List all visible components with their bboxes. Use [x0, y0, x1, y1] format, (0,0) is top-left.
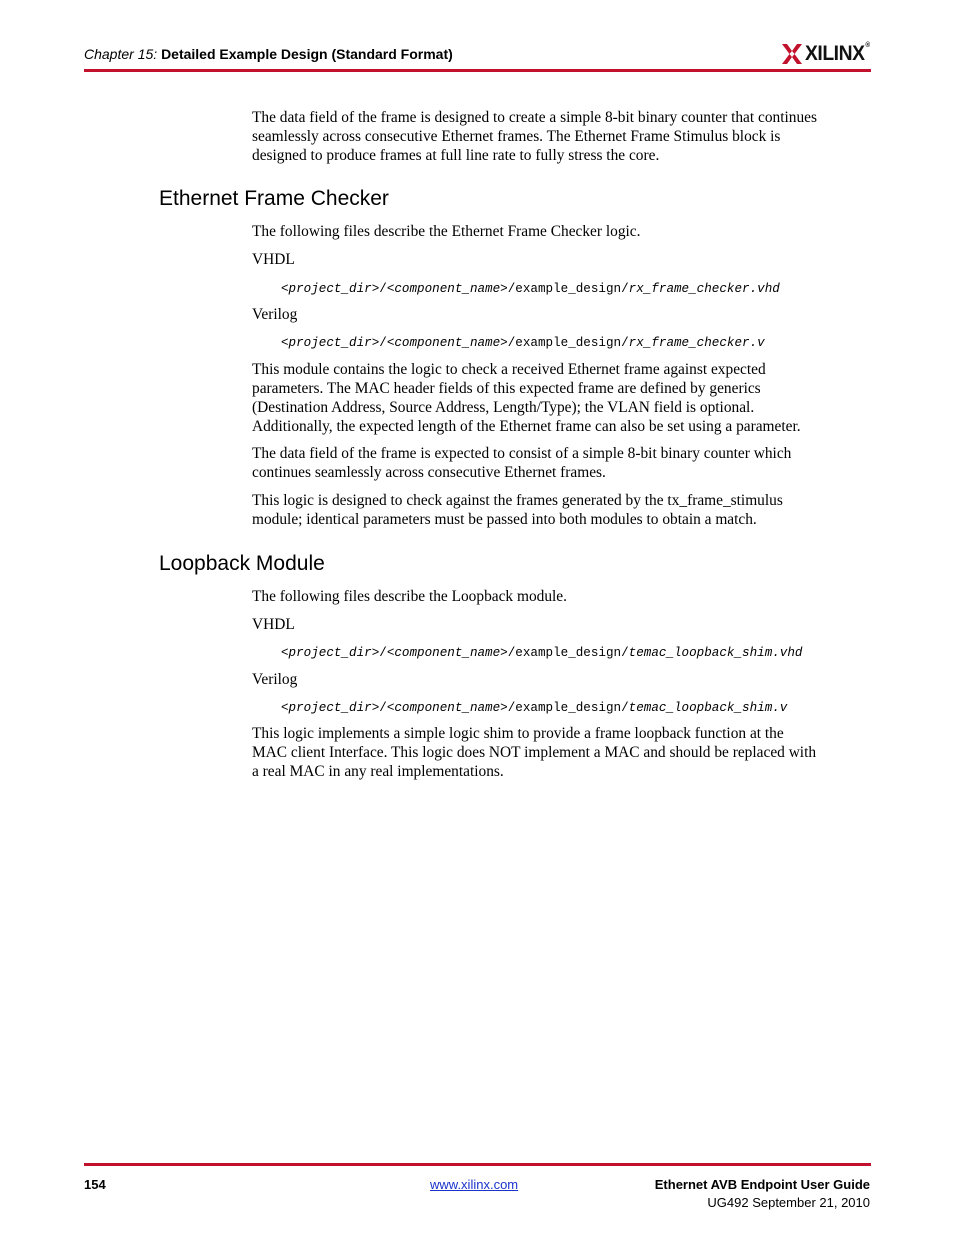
paragraph-line: MAC client Interface. This logic does NOT implement a MAC and should be replaced with: [252, 744, 817, 761]
path-project-dir: <project_dir>: [281, 646, 380, 660]
checker-paragraph-3: [252, 491, 872, 529]
loopback-verilog-label: Verilog: [252, 671, 298, 688]
website-link[interactable]: www.xilinx.com: [430, 1177, 519, 1192]
path-project-dir: <project_dir>: [281, 701, 380, 715]
paragraph-line: (Destination Address, Source Address, Length/Type); the VLAN field is optional.: [252, 399, 755, 416]
paragraph-line: Additionally, the expected length of the Ethernet frame can also be set using a parameter.: [252, 418, 801, 435]
xilinx-x-icon: [782, 44, 802, 64]
checker-vhdl-label: VHDL: [252, 251, 295, 268]
logo-registered-mark: ®: [865, 42, 870, 49]
path-folder: /example_design/: [507, 282, 629, 296]
checker-verilog-label: Verilog: [252, 306, 298, 323]
paragraph-line: continues seamlessly across consecutive Ethernet frames.: [252, 464, 606, 481]
xilinx-logo: [782, 41, 875, 67]
logo-text: XILINX: [805, 42, 865, 65]
loopback-vhdl-path: [281, 645, 802, 661]
path-file: temac_loopback_shim.v: [628, 701, 788, 715]
path-component-name: <component_name>: [386, 646, 508, 660]
page-number: 154: [84, 1177, 106, 1192]
paragraph-line: This module contains the logic to check a received Ethernet frame against expected: [252, 361, 766, 378]
paragraph-line: designed to produce frames at full line rate to fully stress the core.: [252, 147, 660, 164]
logo-wordmark: [805, 42, 870, 66]
checker-verilog-path: [281, 335, 765, 351]
path-separator: /: [379, 701, 387, 715]
loopback-intro: The following files describe the Loopback module.: [252, 588, 567, 605]
loopback-vhdl-label: VHDL: [252, 616, 295, 633]
path-separator: /: [379, 646, 387, 660]
paragraph-line: a real MAC in any real implementations.: [252, 763, 504, 780]
paragraph-line: This logic is designed to check against the frames generated by the tx_frame_stimulus: [252, 492, 783, 509]
path-component-name: <component_name>: [386, 282, 508, 296]
path-file: temac_loopback_shim.vhd: [628, 646, 803, 660]
paragraph-line: The data field of the frame is designed to create a simple 8-bit binary counter that continues: [252, 109, 817, 126]
intro-paragraph: [252, 108, 872, 165]
path-project-dir: <project_dir>: [281, 282, 380, 296]
checker-intro: The following files describe the Ethernet Frame Checker logic.: [252, 223, 641, 240]
chapter-label: Chapter 15:: [84, 46, 158, 62]
header-rule: [84, 69, 871, 72]
paragraph-line: This logic implements a simple logic shim to provide a frame loopback function at the: [252, 725, 784, 742]
path-project-dir: <project_dir>: [281, 336, 380, 350]
checker-heading: Ethernet Frame Checker: [159, 187, 389, 210]
path-file: rx_frame_checker.v: [628, 336, 765, 350]
paragraph-line: The data field of the frame is expected to consist of a simple 8-bit binary counter which: [252, 445, 792, 462]
footer-rule: [84, 1163, 871, 1166]
path-separator: /: [379, 282, 387, 296]
path-file: rx_frame_checker.vhd: [628, 282, 780, 296]
checker-paragraph-1: [252, 360, 872, 436]
path-folder: /example_design/: [507, 701, 629, 715]
paragraph-line: module; identical parameters must be passed into both modules to obtain a match.: [252, 511, 757, 528]
loopback-heading: Loopback Module: [159, 552, 325, 575]
running-header: [84, 45, 453, 63]
doc-id: UG492 September 21, 2010: [707, 1195, 870, 1210]
path-folder: /example_design/: [507, 336, 629, 350]
path-component-name: <component_name>: [386, 336, 508, 350]
paragraph-line: parameters. The MAC header fields of this expected frame are defined by generics: [252, 380, 761, 397]
paragraph-line: seamlessly across consecutive Ethernet frames. The Ethernet Frame Stimulus block is: [252, 128, 781, 145]
path-separator: /: [379, 336, 387, 350]
loopback-verilog-path: [281, 700, 787, 716]
path-component-name: <component_name>: [386, 701, 508, 715]
checker-vhdl-path: [281, 281, 780, 297]
chapter-title: Detailed Example Design (Standard Format): [161, 46, 453, 62]
doc-title: Ethernet AVB Endpoint User Guide: [654, 1177, 870, 1192]
loopback-paragraph-1: [252, 724, 872, 781]
path-folder: /example_design/: [507, 646, 629, 660]
checker-paragraph-2: [252, 444, 872, 482]
